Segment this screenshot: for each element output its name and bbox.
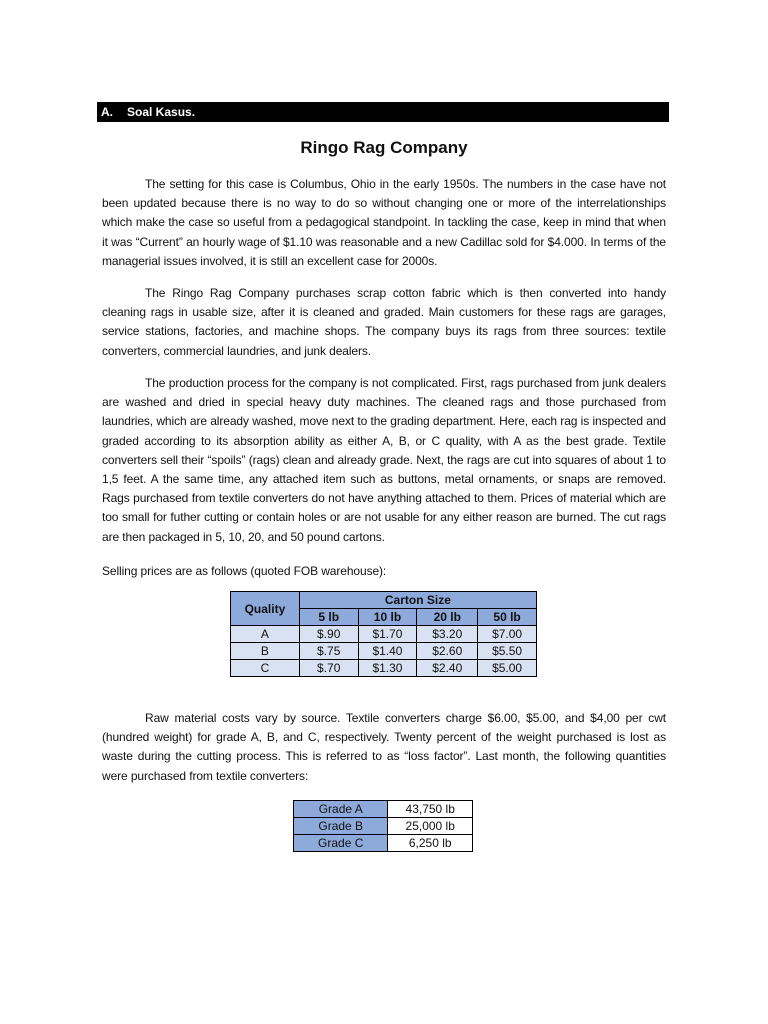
quality-cell: C [231, 660, 300, 677]
grade-cell: Grade B [294, 818, 388, 835]
size-header: 10 lb [358, 609, 417, 626]
grade-cell: Grade C [294, 835, 388, 852]
price-cell: $5.00 [478, 660, 537, 677]
price-cell: $.90 [299, 626, 358, 643]
document-title: Ringo Rag Company [300, 138, 468, 157]
grade-cell: Grade A [294, 801, 388, 818]
quantity-cell: 6,250 lb [388, 835, 473, 852]
quantity-cell: 43,750 lb [388, 801, 473, 818]
quantity-table [293, 800, 473, 852]
carton-size-header: Carton Size [299, 592, 536, 609]
section-letter: A. [101, 105, 113, 119]
table-row [231, 626, 537, 643]
quality-cell: B [231, 643, 300, 660]
table-row [294, 835, 473, 852]
price-cell: $1.40 [358, 643, 417, 660]
price-cell: $3.20 [417, 626, 478, 643]
price-cell: $2.60 [417, 643, 478, 660]
quality-cell: A [231, 626, 300, 643]
price-cell: $.75 [299, 643, 358, 660]
price-cell: $7.00 [478, 626, 537, 643]
quality-header: Quality [231, 592, 300, 626]
section-heading-bar [97, 102, 669, 122]
size-header: 5 lb [299, 609, 358, 626]
price-cell: $2.40 [417, 660, 478, 677]
price-cell: $1.30 [358, 660, 417, 677]
size-header: 50 lb [478, 609, 537, 626]
size-header: 20 lb [417, 609, 478, 626]
selling-price-table [230, 591, 537, 677]
price-cell: $.70 [299, 660, 358, 677]
table-row [231, 660, 537, 677]
quantity-cell: 25,000 lb [388, 818, 473, 835]
section-title: Soal Kasus. [127, 105, 196, 119]
table-row [231, 643, 537, 660]
paragraph-raw-material: Raw material costs vary by source. Textile converters charge $6.00, $5.00, and $4,00 per cwt (hundred weight) for grade A, B, and C, respectively. Twenty percent of the weight purchased is lost as waste during the cutting process. This is referred to as “loss factor”. Last month, the following quantities were purchased from textile converters: [102, 711, 666, 783]
paragraph-company: The Ringo Rag Company purchases scrap cotton fabric which is then converted into handy cleaning rags in usable size, after it is cleaned and graded. Main customers for these rags are garages, service stations, factories, and machine shops. The company buys its rags from three sources: textile converters, commercial laundries, and junk dealers. [102, 286, 666, 358]
paragraph-setting: The setting for this case is Columbus, Ohio in the early 1950s. The numbers in the case have not been updated because there is no way to do so without changing one or more of the interrelationships which make the case so useful from a pedagogical standpoint. In tackling the case, keep in mind that when it was “Current” an hourly wage of $1.10 was reasonable and a new Cadillac sold for $4.000. In terms of the managerial issues involved, it is still an excellent case for 2000s. [102, 177, 666, 268]
paragraph-selling-prices: Selling prices are as follows (quoted FOB warehouse): [102, 564, 387, 578]
price-cell: $1.70 [358, 626, 417, 643]
paragraph-production: The production process for the company is not complicated. First, rags purchased from junk dealers are washed and dried in special heavy duty machines. The cleaned rags and those purchased from laundries, which are already washed, move next to the grading department. Here, each rag is inspected and graded according to its absorption ability as either A, B, or C quality, with A as the best grade. Textile converters sell their “spoils” (rags) clean and already grade. Next, the rags are cut into squares of about 1 to 1,5 feet. A the same time, any attached item such as buttons, metal ornaments, or snaps are removed. Rags purchased from textile converters do not have anything attached to them. Prices of material which are too small for futher cutting or contain holes or are not usable for any either reason are burned. The cut rags are then packaged in 5, 10, 20, and 50 pound cartons. [102, 376, 666, 544]
table-row [294, 818, 473, 835]
table-row [294, 801, 473, 818]
price-cell: $5.50 [478, 643, 537, 660]
